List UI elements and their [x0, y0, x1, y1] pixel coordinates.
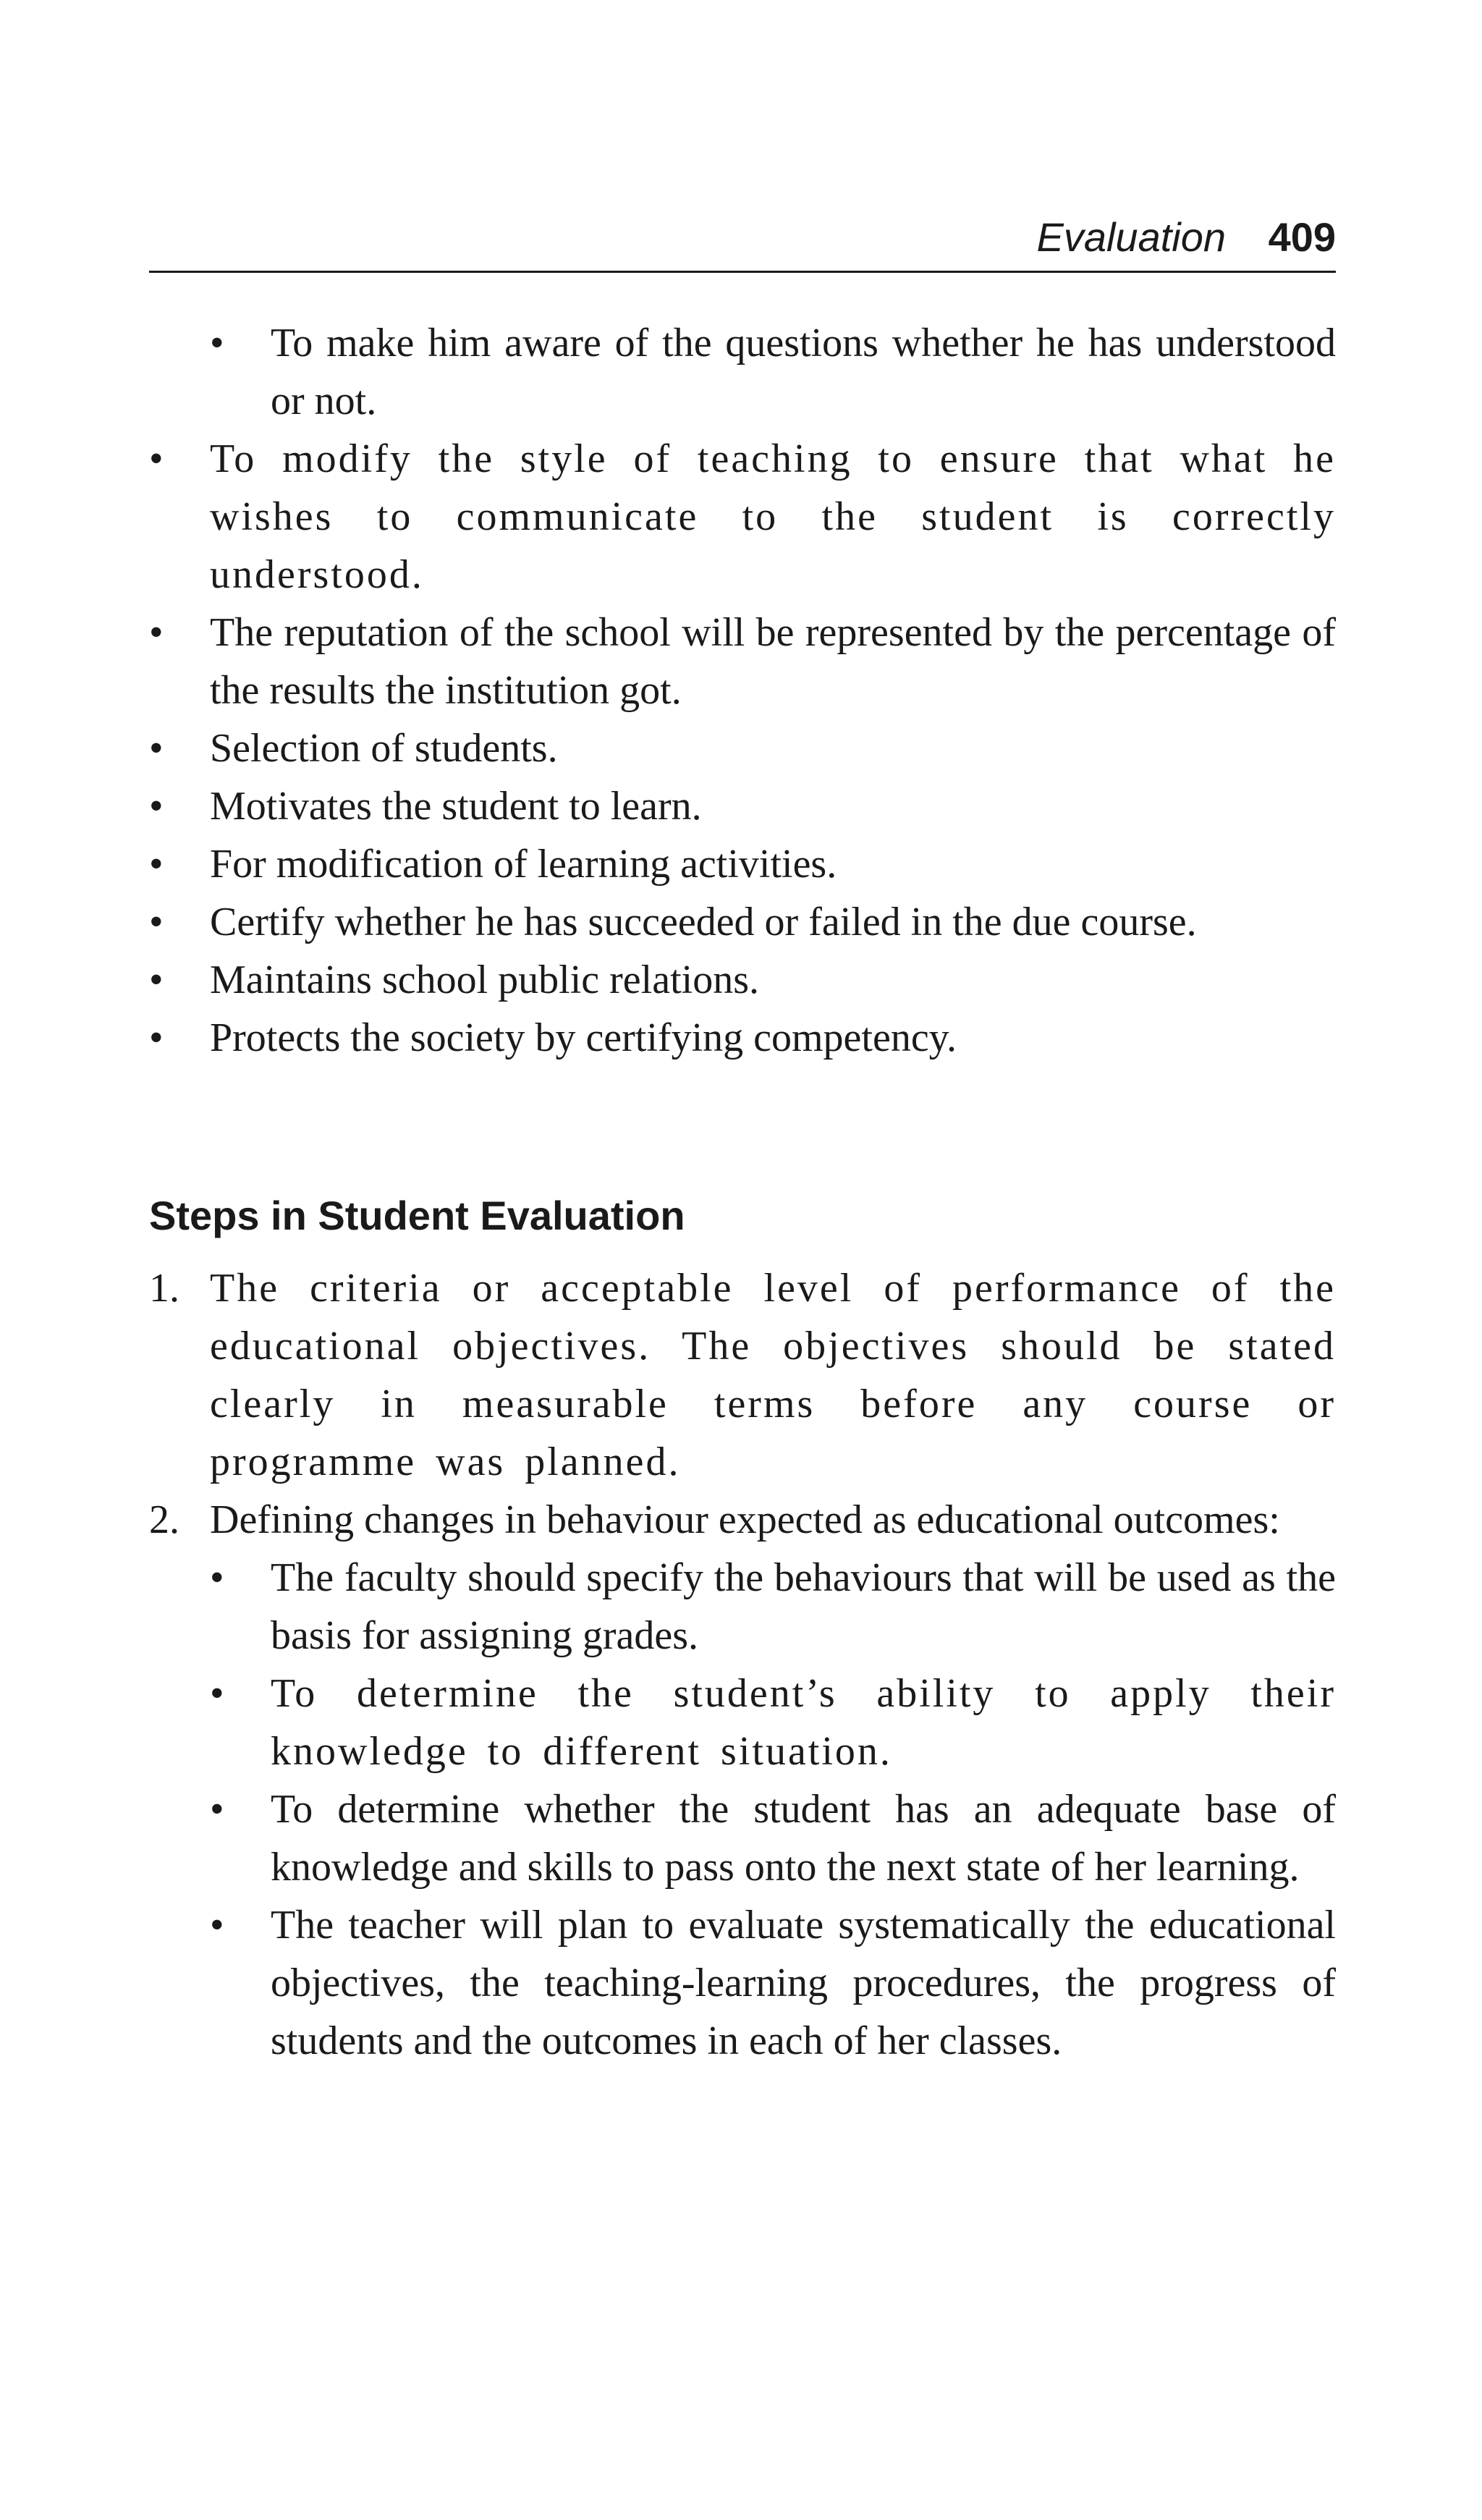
- list-item-text: The faculty should specify the behaviours that will be used as the basis for assigning grades.: [271, 1555, 1336, 1658]
- list-item: [149, 893, 1336, 951]
- list-item: [149, 1896, 1336, 2070]
- bullet-marker: •: [149, 784, 164, 829]
- list-item-text: The reputation of the school will be represented by the percentage of the results the institution got.: [210, 610, 1336, 713]
- list-item: [149, 1549, 1336, 1665]
- list-item-text: Certify whether he has succeeded or failed in the due course.: [210, 900, 1197, 944]
- list-item: [149, 1009, 1336, 1067]
- steps-list: [149, 1259, 1336, 2070]
- bullet-marker: •: [149, 1015, 164, 1060]
- bullet-marker: •: [149, 957, 164, 1002]
- numbered-item: [149, 1259, 1336, 1491]
- bullet-marker: •: [210, 321, 224, 365]
- bullet-marker: •: [149, 610, 164, 655]
- list-item-text: Motivates the student to learn.: [210, 784, 702, 829]
- bullet-marker: •: [149, 842, 164, 887]
- bullet-marker: •: [210, 1671, 224, 1716]
- list-item-text: To determine the student’s ability to apply their knowledge to different situation.: [271, 1671, 1336, 1774]
- section-heading: Steps in Student Evaluation: [149, 1193, 685, 1238]
- bullet-marker: •: [210, 1787, 224, 1832]
- list-item: [149, 314, 1336, 430]
- running-head: [149, 213, 1336, 273]
- list-item-text: Protects the society by certifying competency.: [210, 1015, 957, 1060]
- purposes-list: [149, 314, 1336, 1067]
- item-number: 2.: [149, 1497, 179, 1542]
- list-item-text: The teacher will plan to evaluate systematically the educational objectives, the teaching-learning procedures, the progress of students and the outcomes in each of her classes.: [271, 1903, 1336, 2063]
- bullet-marker: •: [149, 726, 164, 771]
- list-item-text: The criteria or acceptable level of performance of the educational objectives. The objectives should be stated clearly in measurable terms before any course or programme was planned.: [210, 1266, 1336, 1484]
- list-item: [149, 430, 1336, 604]
- numbered-item: [149, 1491, 1336, 1549]
- list-item: [149, 719, 1336, 777]
- page-number: 409: [1268, 214, 1336, 260]
- list-item-text: Maintains school public relations.: [210, 957, 759, 1002]
- list-item-text: To determine whether the student has an adequate base of knowledge and skills to pass onto the next state of her learning.: [271, 1787, 1336, 1890]
- list-item: [149, 604, 1336, 719]
- list-item-text: Selection of students.: [210, 726, 558, 771]
- bullet-marker: •: [210, 1555, 224, 1600]
- list-item: [149, 951, 1336, 1009]
- item-number: 1.: [149, 1266, 179, 1311]
- list-item-text: To modify the style of teaching to ensure that what he wishes to communicate to the student is correctly understood.: [210, 436, 1336, 597]
- bullet-marker: •: [210, 1903, 224, 1948]
- list-item: [149, 777, 1336, 835]
- list-item: [149, 1665, 1336, 1780]
- list-item-text: For modification of learning activities.: [210, 842, 837, 887]
- running-head-title: Evaluation: [1036, 214, 1226, 260]
- bullet-marker: •: [149, 900, 164, 944]
- list-item: [149, 1780, 1336, 1896]
- list-item: [149, 835, 1336, 893]
- list-item-text: Defining changes in behaviour expected as educational outcomes:: [210, 1497, 1280, 1542]
- list-item-text: To make him aware of the questions whether he has understood or not.: [271, 321, 1336, 423]
- bullet-marker: •: [149, 436, 164, 481]
